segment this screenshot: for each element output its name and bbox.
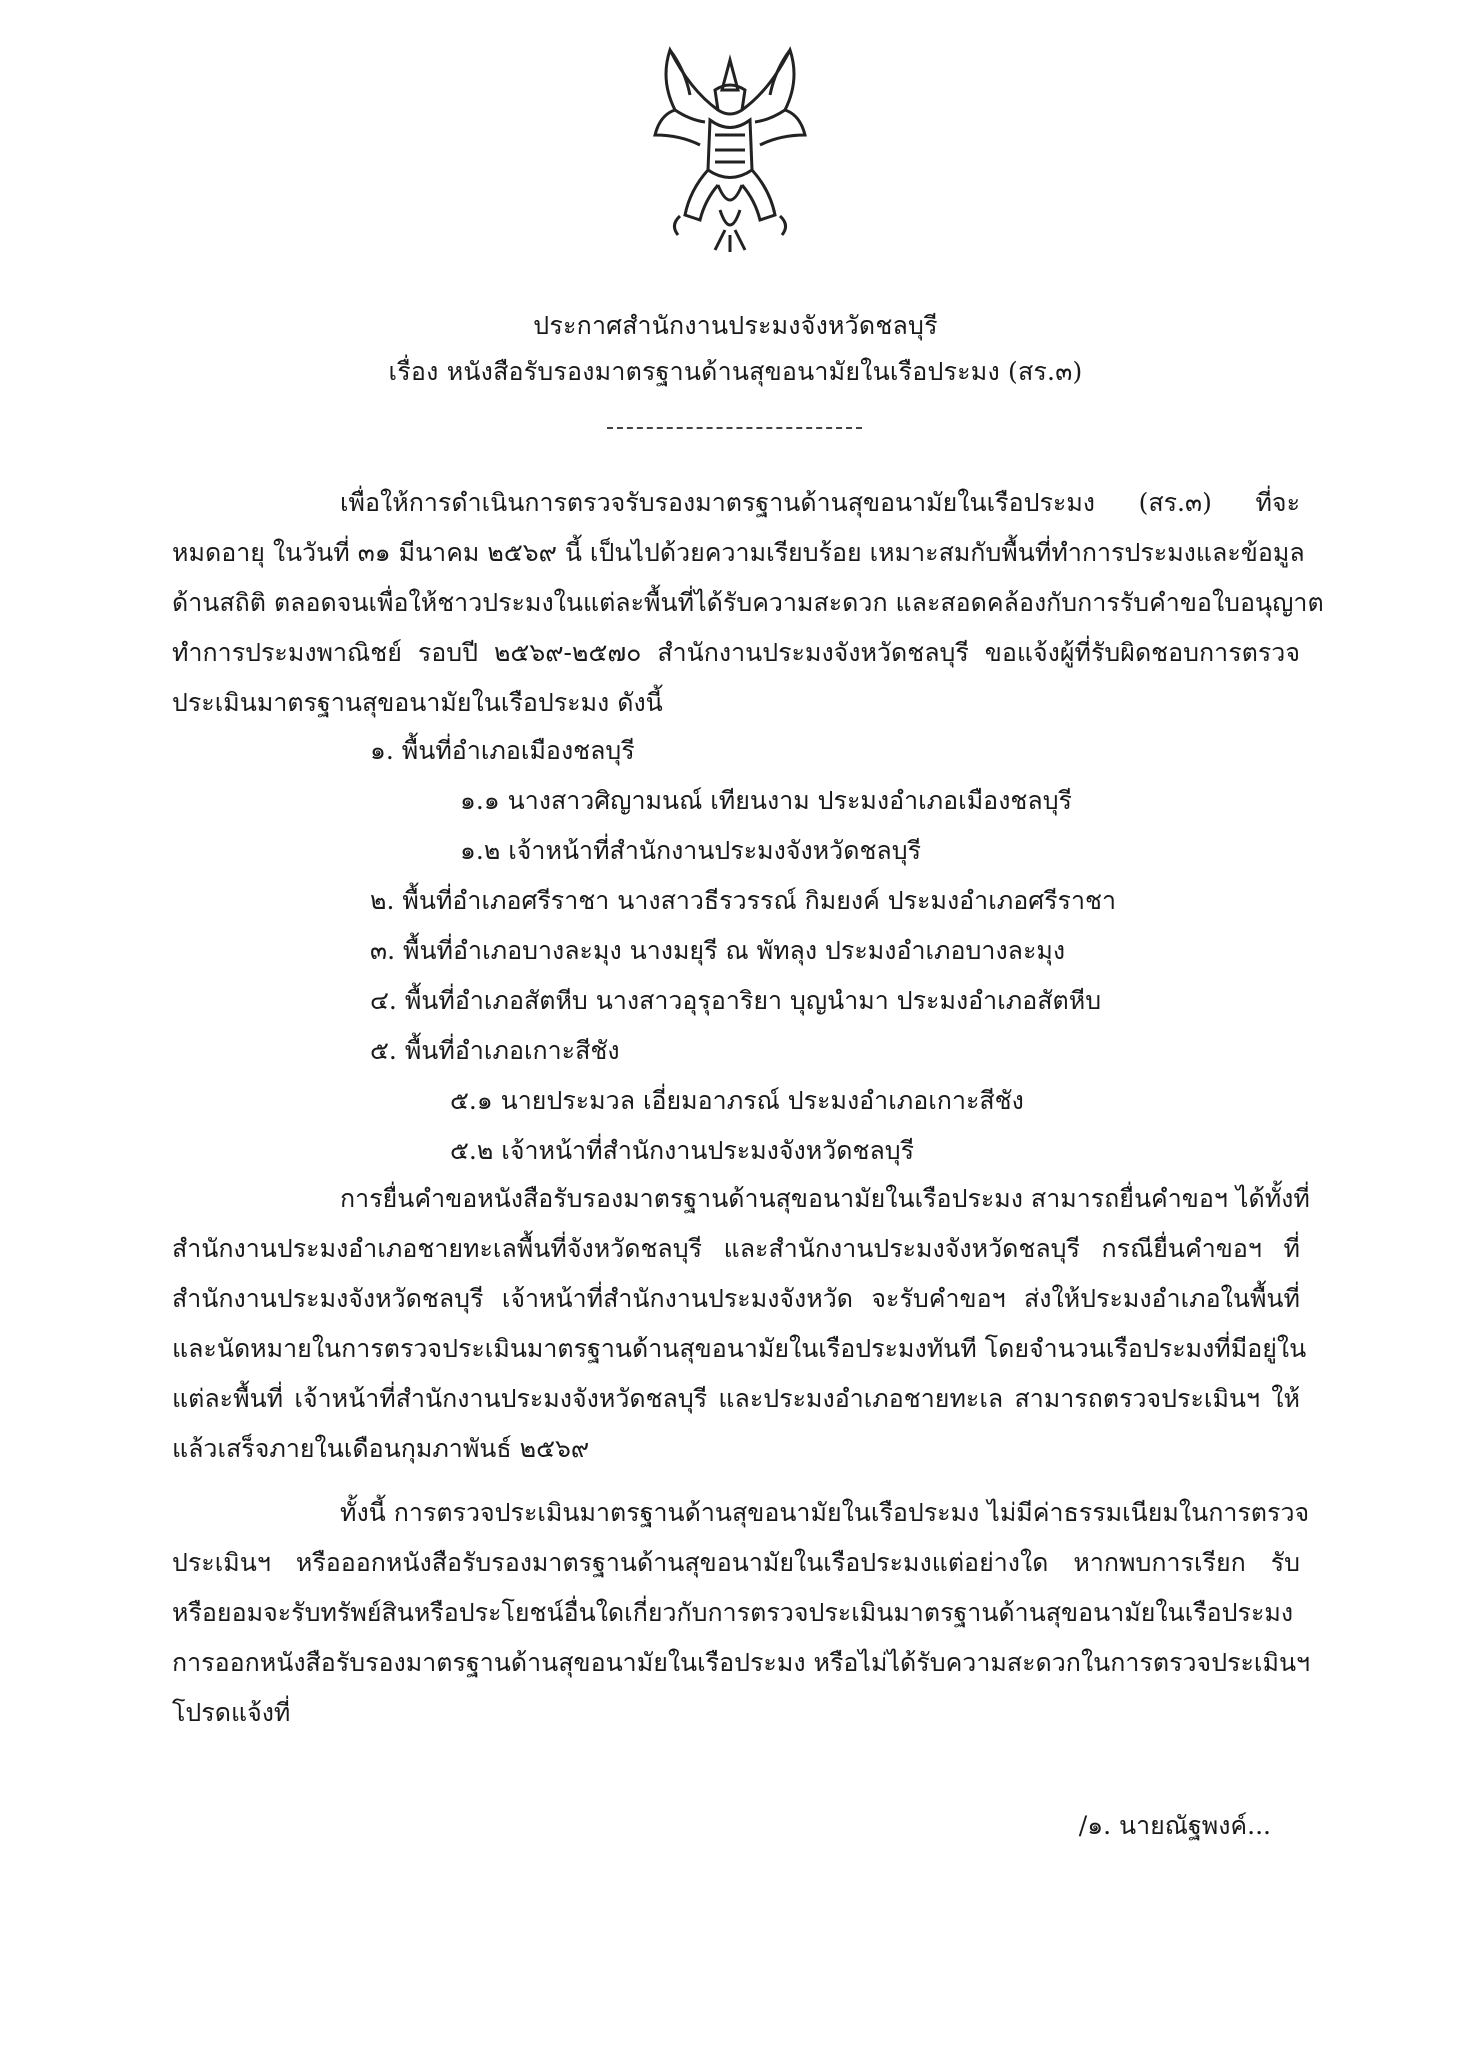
para2-line-5: แต่ละพื้นที่ เจ้าหน้าที่สำนักงานประมงจังหวัดชลบุรี และประมงอำเภอชายทะเล สามารถตรวจประเมินฯ ให้ [172,1384,1300,1413]
area-item-1: ๑. พื้นที่อำเภอเมืองชลบุรี [370,736,635,765]
para2-line-4: และนัดหมายในการตรวจประเมินมาตรฐานด้านสุขอนามัยในเรือประมงทันที โดยจำนวนเรือประมงที่มีอยู่ใน [172,1334,1307,1363]
announcement-subject: เรื่อง หนังสือรับรองมาตรฐานด้านสุขอนามัยในเรือประมง (สร.๓) [388,357,1083,386]
area-item-5-1: ๕.๑ นายประมวล เอี่ยมอาภรณ์ ประมงอำเภอเกาะสีชัง [450,1086,1024,1115]
title-divider [607,427,862,429]
para2-line-2: สำนักงานประมงอำเภอชายทะเลพื้นที่จังหวัดชลบุรี และสำนักงานประมงจังหวัดชลบุรี กรณียื่นคำขอฯ ที่ [172,1234,1300,1263]
announcement-title: ประกาศสำนักงานประมงจังหวัดชลบุรี [533,311,938,340]
para3-line-4: การออกหนังสือรับรองมาตรฐานด้านสุขอนามัยในเรือประมง หรือไม่ได้รับความสะดวกในการตรวจประเมินฯ [172,1648,1311,1677]
intro-line-5: ประเมินมาตรฐานสุขอนามัยในเรือประมง ดังนี้ [172,688,663,717]
area-item-5: ๕. พื้นที่อำเภอเกาะสีชัง [370,1036,620,1065]
area-item-5-2: ๕.๒ เจ้าหน้าที่สำนักงานประมงจังหวัดชลบุรี [450,1136,915,1165]
para3-line-5: โปรดแจ้งที่ [172,1698,291,1727]
intro-line-2: หมดอายุ ในวันที่ ๓๑ มีนาคม ๒๕๖๙ นี้ เป็นไปด้วยความเรียบร้อย เหมาะสมกับพื้นที่ทำการประมงและข้อมูล [172,538,1305,567]
para3-line-3: หรือยอมจะรับทรัพย์สินหรือประโยชน์อื่นใดเกี่ยวกับการตรวจประเมินมาตรฐานด้านสุขอนามัยในเรือประมง [172,1598,1294,1627]
area-item-4: ๔. พื้นที่อำเภอสัตหีบ นางสาวอุรุอาริยา บุญนำมา ประมงอำเภอสัตหีบ [370,986,1102,1015]
intro-line-4: ทำการประมงพาณิชย์ รอบปี ๒๕๖๙-๒๕๗๐ สำนักงานประมงจังหวัดชลบุรี ขอแจ้งผู้ที่รับผิดชอบการตรวจ [172,638,1300,667]
intro-line-3: ด้านสถิติ ตลอดจนเพื่อให้ชาวประมงในแต่ละพื้นที่ได้รับความสะดวก และสอดคล้องกับการรับคำขอใบอนุญาต [172,588,1324,617]
area-item-3: ๓. พื้นที่อำเภอบางละมุง นางมยุรี ณ พัทลุง ประมงอำเภอบางละมุง [370,936,1066,965]
para3-line-2: ประเมินฯ หรือออกหนังสือรับรองมาตรฐานด้านสุขอนามัยในเรือประมงแต่อย่างใด หากพบการเรียก รับ [172,1548,1300,1577]
continuation-marker: /๑. นายณัฐพงค์... [1078,1811,1271,1840]
para2-line-1: การยื่นคำขอหนังสือรับรองมาตรฐานด้านสุขอนามัยในเรือประมง สามารถยื่นคำขอฯ ได้ทั้งที่ [340,1184,1310,1213]
area-item-1-1: ๑.๑ นางสาวศิญามนณ์ เทียนงาม ประมงอำเภอเมืองชลบุรี [460,786,1072,815]
area-item-1-2: ๑.๒ เจ้าหน้าที่สำนักงานประมงจังหวัดชลบุรี [460,836,922,865]
para2-line-3: สำนักงานประมงจังหวัดชลบุรี เจ้าหน้าที่สำนักงานประมงจังหวัด จะรับคำขอฯ ส่งให้ประมงอำเภอในพื้นที่ [172,1284,1300,1313]
para3-line-1: ทั้งนี้ การตรวจประเมินมาตรฐานด้านสุขอนามัยในเรือประมง ไม่มีค่าธรรมเนียมในการตรวจ [340,1498,1310,1527]
area-item-2: ๒. พื้นที่อำเภอศรีราชา นางสาวธีรวรรณ์ กิมยงค์ ประมงอำเภอศรีราชา [370,886,1117,915]
garuda-emblem-icon [630,40,830,260]
intro-line-1: เพื่อให้การดำเนินการตรวจรับรองมาตรฐานด้านสุขอนามัยในเรือประมง (สร.๓) ที่จะ [340,488,1300,517]
para2-line-6: แล้วเสร็จภายในเดือนกุมภาพันธ์ ๒๕๖๙ [172,1434,590,1463]
